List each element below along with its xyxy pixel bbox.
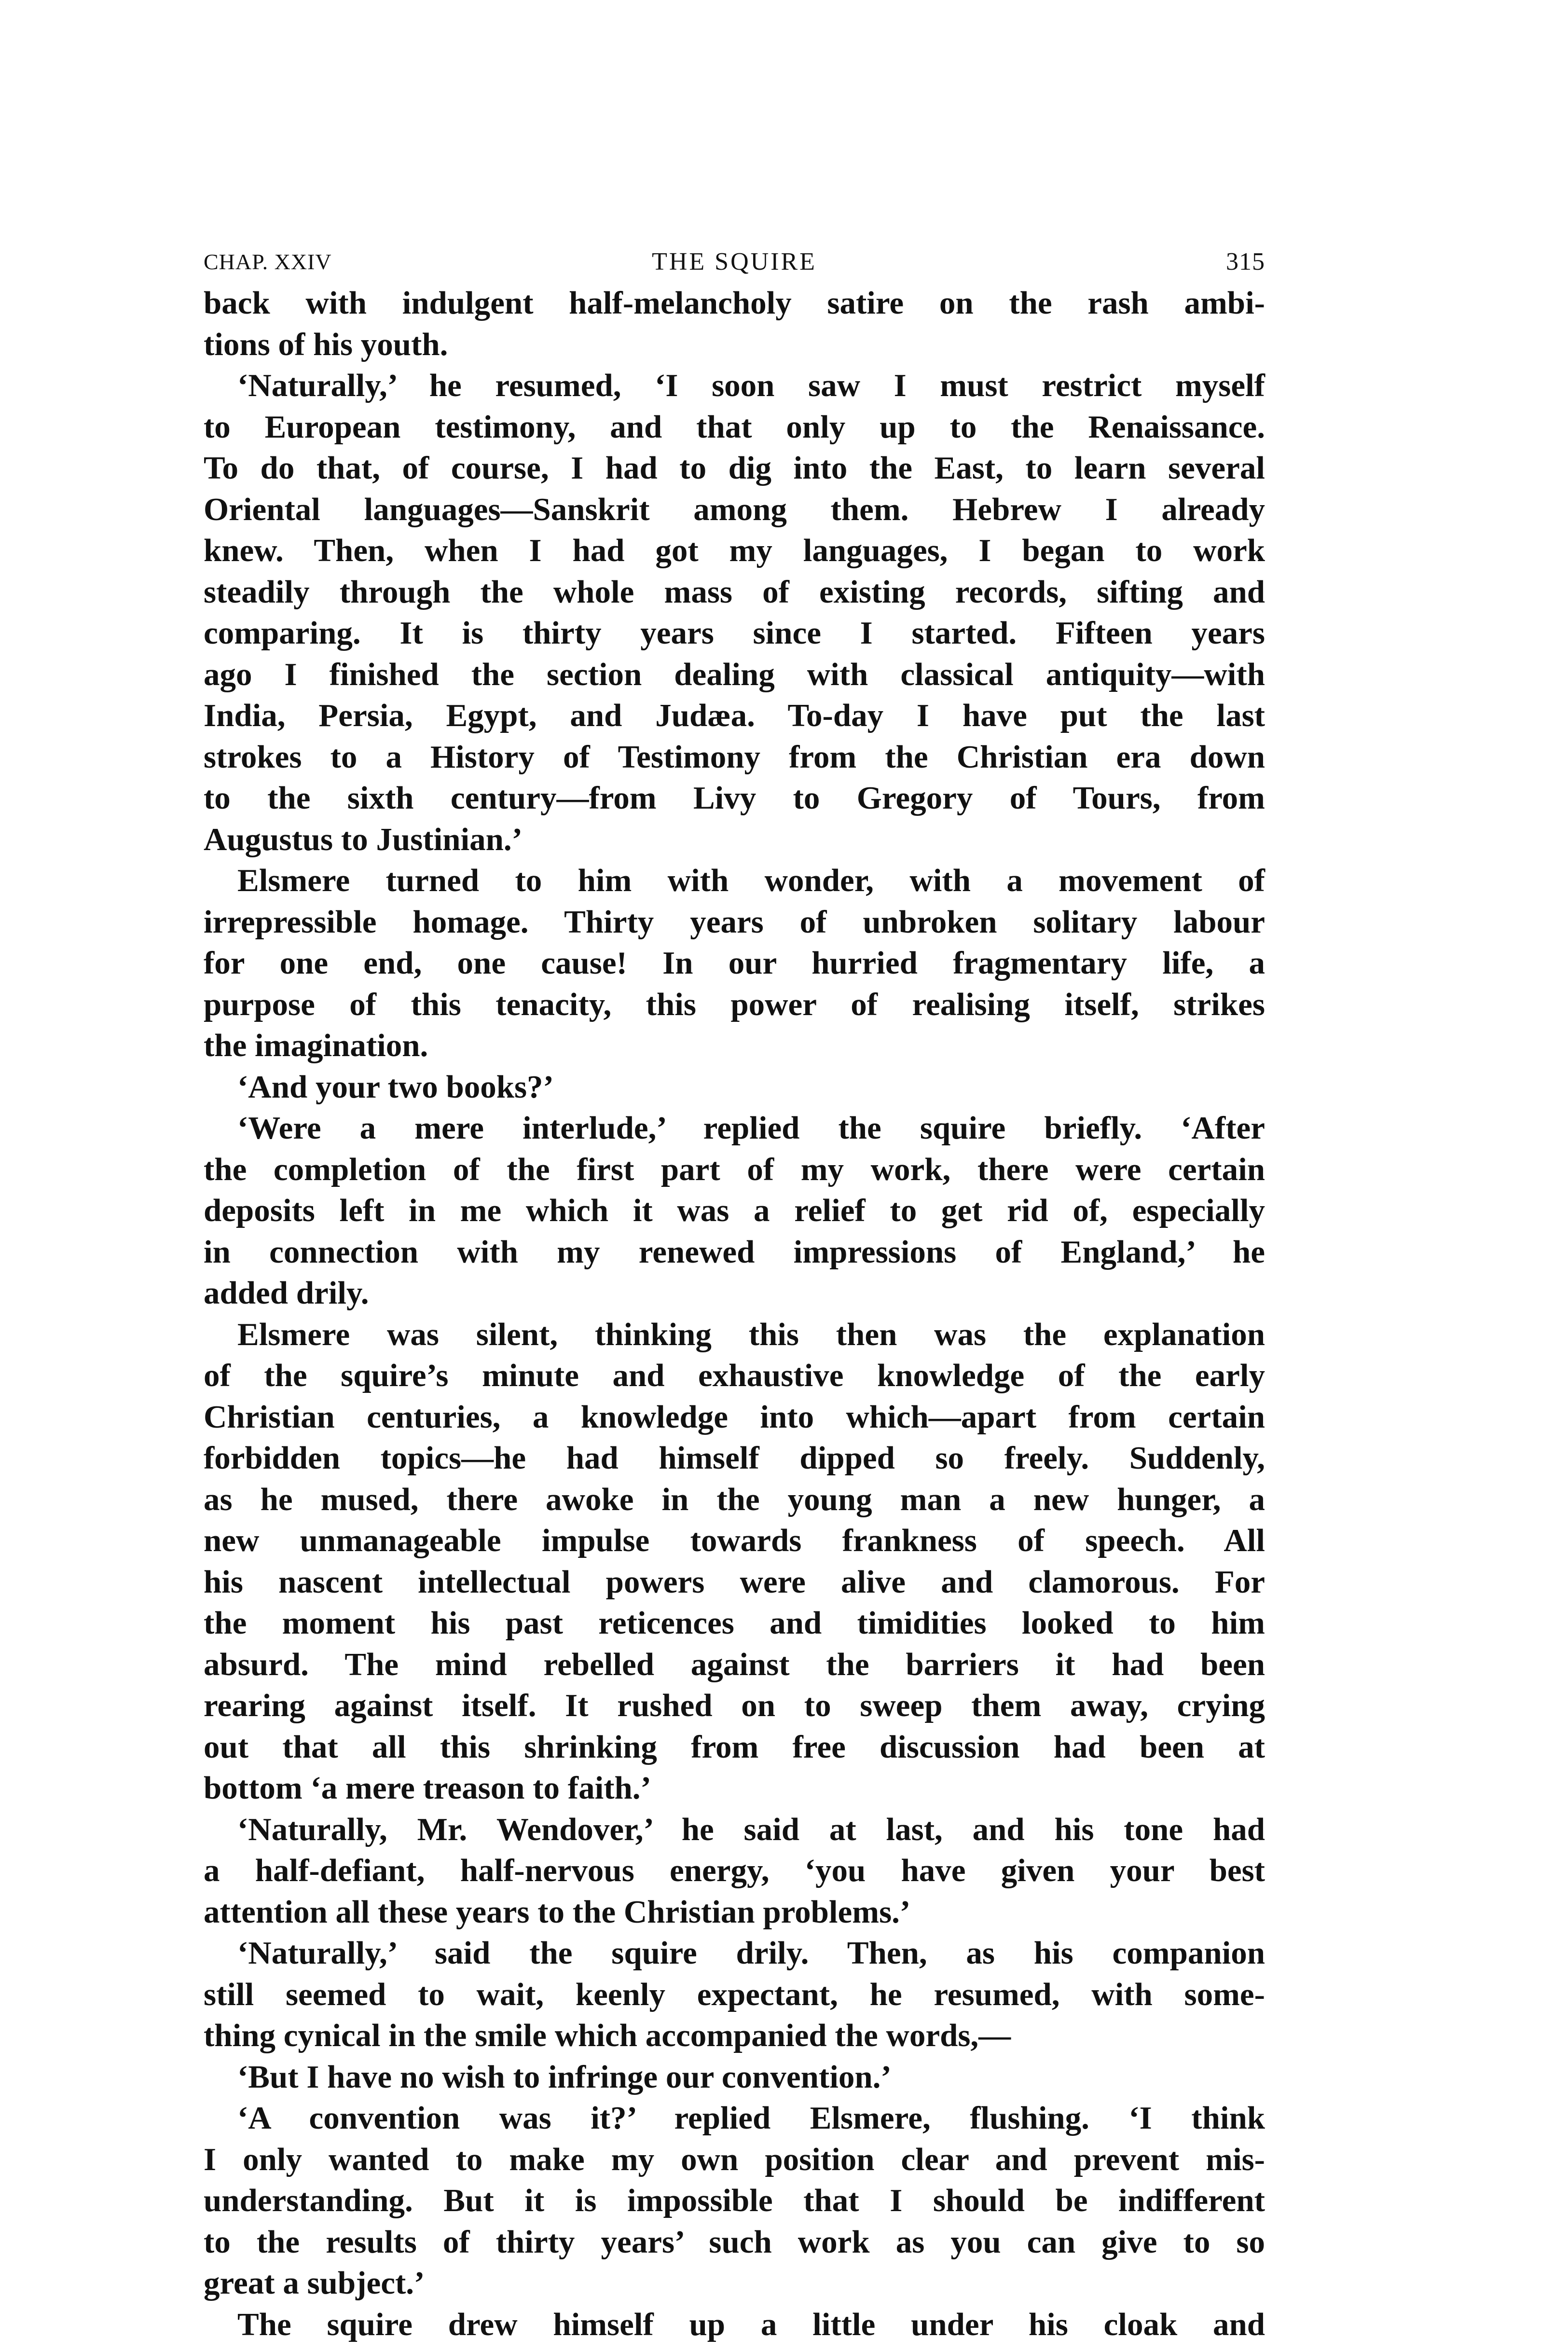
text-line: still seemed to wait, keenly expectant, he resumed, with some- xyxy=(204,1976,1265,2012)
text-line: Elsmere was silent, thinking this then was the explanation xyxy=(237,1316,1265,1352)
text-line: to European testimony, and that only up to the Renaissance. xyxy=(204,409,1265,445)
text-line: ‘Naturally, Mr. Wendover,’ he said at last, and his tone had xyxy=(237,1811,1265,1847)
text-line: his nascent intellectual powers were alive and clamorous. For xyxy=(204,1564,1265,1600)
text-line: I only wanted to make my own position clear and prevent mis- xyxy=(204,2141,1265,2177)
text-line: strokes to a History of Testimony from the Christian era down xyxy=(204,739,1265,775)
text-line: a half-defiant, half-nervous energy, ‘you have given your best xyxy=(204,1853,1265,1888)
text-line: comparing. It is thirty years since I started. Fifteen years xyxy=(204,615,1265,651)
text-line: thing cynical in the smile which accompanied the words,— xyxy=(204,2018,1011,2053)
text-line: The squire drew himself up a little under his cloak and xyxy=(237,2306,1265,2342)
text-line: Elsmere turned to him with wonder, with a movement of xyxy=(237,863,1265,898)
running-head xyxy=(204,245,1265,279)
text-line: rearing against itself. It rushed on to sweep them away, crying xyxy=(204,1688,1265,1723)
text-line: attention all these years to the Christian problems.’ xyxy=(204,1894,911,1930)
text-line: in connection with my renewed impressions of England,’ he xyxy=(204,1234,1265,1270)
text-line: understanding. But it is impossible that I should be indifferent xyxy=(204,2183,1265,2218)
text-line: back with indulgent half-melancholy satire on the rash ambi- xyxy=(204,285,1265,321)
text-line: Augustus to Justinian.’ xyxy=(204,821,523,857)
text-line: to the sixth century—from Livy to Gregory of Tours, from xyxy=(204,780,1265,816)
text-line: added drily. xyxy=(204,1275,369,1311)
text-line: Oriental languages—Sanskrit among them. Hebrew I already xyxy=(204,491,1265,527)
text-line: as he mused, there awoke in the young man a new hunger, a xyxy=(204,1481,1265,1517)
text-line: forbidden topics—he had himself dipped so freely. Suddenly, xyxy=(204,1440,1265,1476)
text-line: bottom ‘a mere treason to faith.’ xyxy=(204,1770,651,1806)
text-line: to the results of thirty years’ such work as you can give to so xyxy=(204,2224,1265,2260)
text-line: knew. Then, when I had got my languages, I began to work xyxy=(204,533,1265,568)
text-line: ‘Naturally,’ he resumed, ‘I soon saw I must restrict myself xyxy=(237,368,1265,403)
text-line: Christian centuries, a knowledge into which—apart from certain xyxy=(204,1399,1265,1435)
text-line: absurd. The mind rebelled against the barriers it had been xyxy=(204,1646,1265,1682)
text-line: of the squire’s minute and exhaustive knowledge of the early xyxy=(204,1358,1265,1393)
text-line: ‘Were a mere interlude,’ replied the squire briefly. ‘After xyxy=(237,1110,1265,1146)
text-line: out that all this shrinking from free discussion had been at xyxy=(204,1729,1265,1765)
text-line: To do that, of course, I had to dig into the East, to learn several xyxy=(204,450,1265,486)
running-title: THE SQUIRE xyxy=(652,248,817,275)
text-line: the imagination. xyxy=(204,1028,428,1063)
chapter-label: CHAP. XXIV xyxy=(204,249,332,274)
text-line: new unmanageable impulse towards frankness of speech. All xyxy=(204,1523,1265,1558)
text-line: ‘Naturally,’ said the squire drily. Then, as his companion xyxy=(237,1935,1265,1971)
page-number: 315 xyxy=(1226,248,1265,275)
text-line: tions of his youth. xyxy=(204,326,448,362)
text-line: ‘A convention was it?’ replied Elsmere, flushing. ‘I think xyxy=(237,2100,1265,2136)
text-line: the completion of the first part of my work, there were certain xyxy=(204,1151,1265,1187)
text-line: for one end, one cause! In our hurried fragmentary life, a xyxy=(204,945,1265,981)
text-line: ‘But I have no wish to infringe our convention.’ xyxy=(237,2059,892,2095)
text-line: the moment his past reticences and timidities looked to him xyxy=(204,1605,1265,1641)
text-line: ago I finished the section dealing with classical antiquity—with xyxy=(204,656,1265,692)
text-line: steadily through the whole mass of existing records, sifting and xyxy=(204,574,1265,610)
text-line: ‘And your two books?’ xyxy=(237,1069,554,1105)
text-line: India, Persia, Egypt, and Judæa. To-day I have put the last xyxy=(204,698,1265,733)
text-line: deposits left in me which it was a relief to get rid of, especially xyxy=(204,1193,1265,1228)
text-line: great a subject.’ xyxy=(204,2265,425,2301)
text-line: irrepressible homage. Thirty years of unbroken solitary labour xyxy=(204,904,1265,940)
text-line: purpose of this tenacity, this power of realising itself, strikes xyxy=(204,986,1265,1022)
body-text xyxy=(204,283,1265,2345)
